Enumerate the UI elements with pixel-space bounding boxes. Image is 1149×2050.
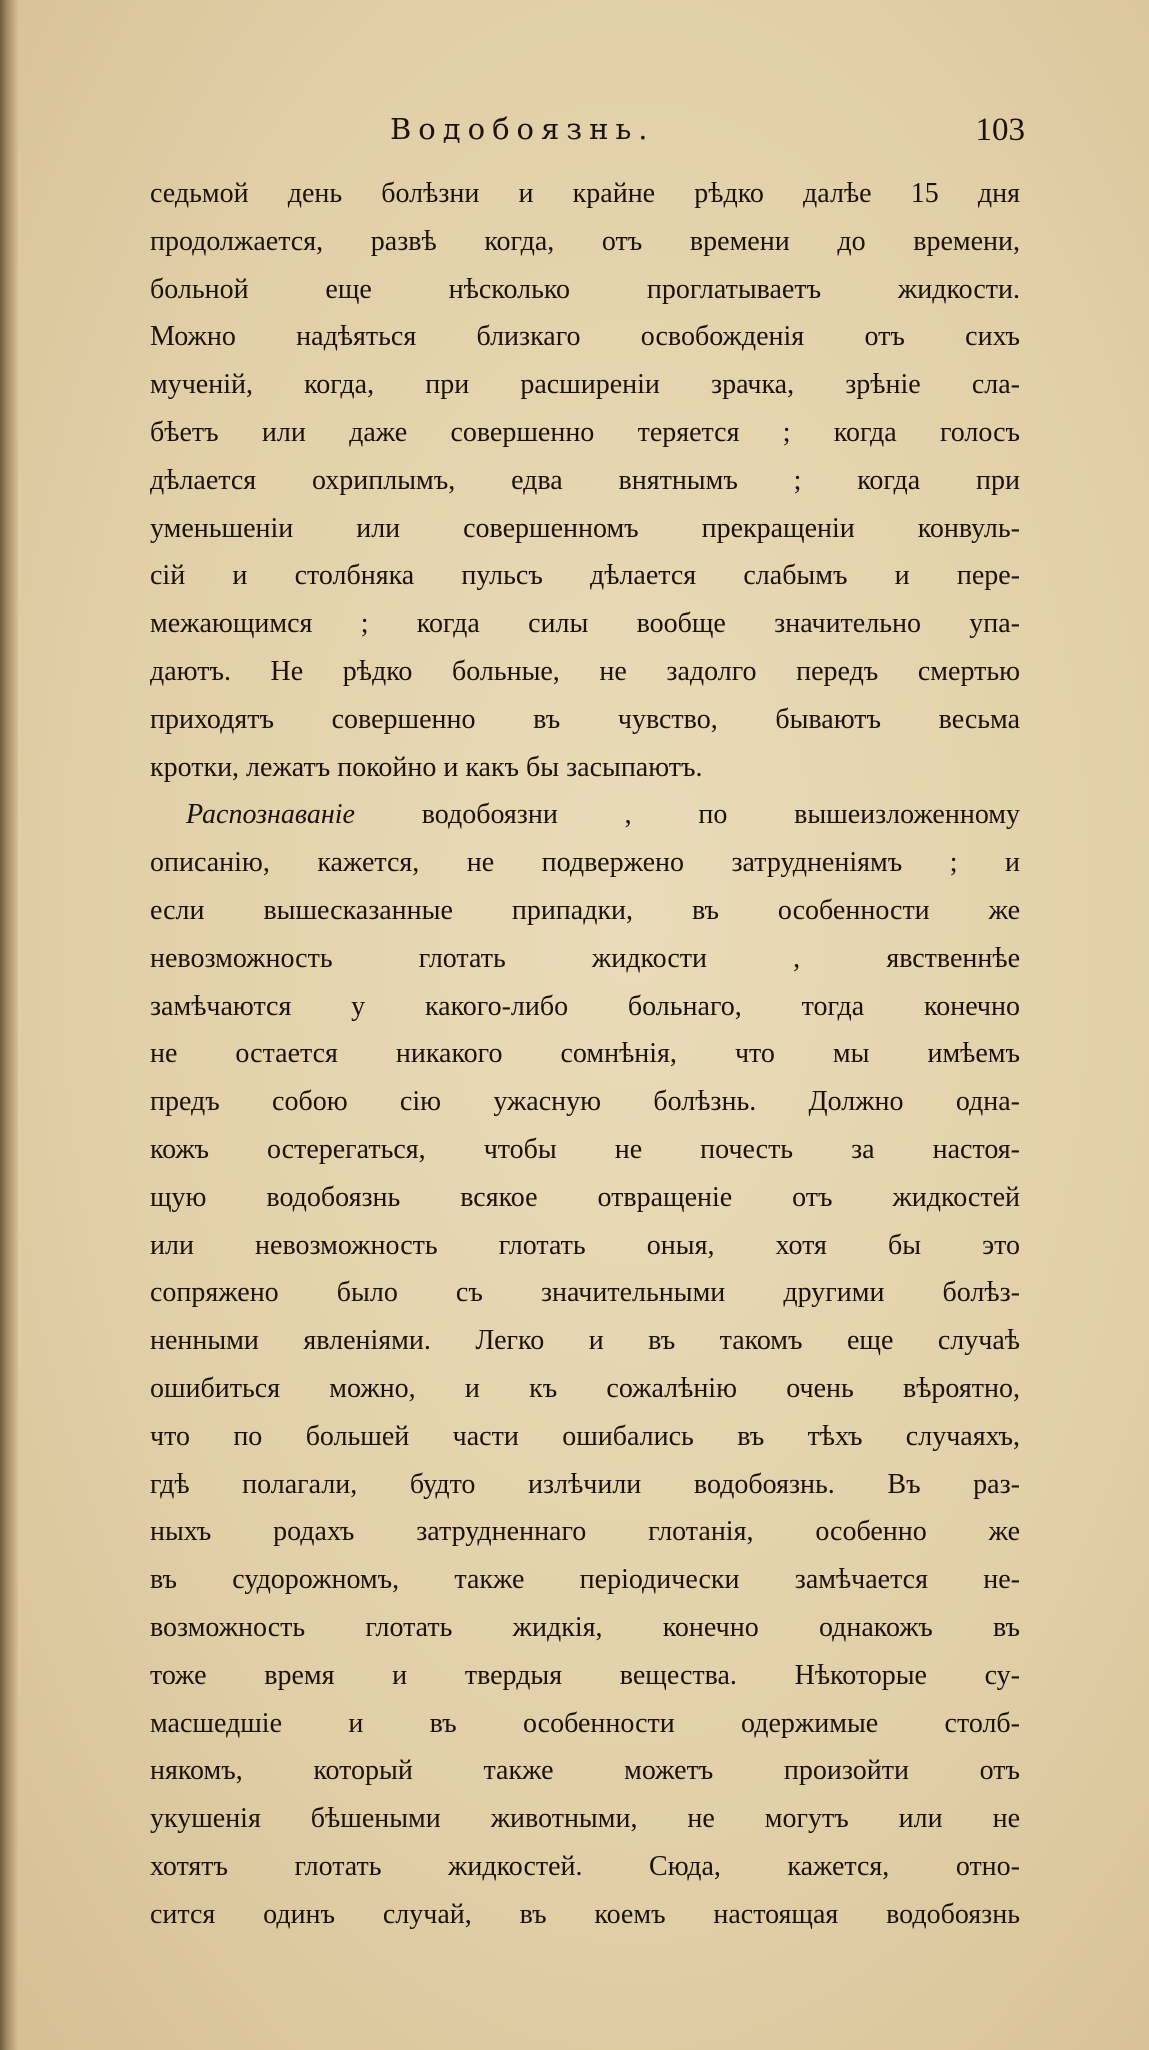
text-line: бѣетъ или даже совершенно теряется ; когда голосъ xyxy=(150,416,1020,448)
text-line: возможность глотать жидкія, конечно однакожъ въ xyxy=(150,1611,1020,1643)
text-line: если вышесказанные припадки, въ особенности же xyxy=(150,894,1020,926)
text-line: кротки, лежатъ покойно и какъ бы засыпаютъ. xyxy=(150,751,703,783)
page-binding-edge xyxy=(0,0,18,2050)
running-head xyxy=(150,112,1025,162)
paragraph-2 xyxy=(150,791,1020,1938)
text-line: описанію, кажется, не подвержено затрудненіямъ ; и xyxy=(150,847,1020,879)
text-line: седьмой день болѣзни и крайне рѣдко далѣе 15 дня xyxy=(150,178,1020,209)
text-line: невозможность глотать жидкости , явственнѣе xyxy=(150,942,1020,974)
paragraph-1 xyxy=(150,170,1020,791)
text-line: предъ собою сію ужасную болѣзнь. Должно одна- xyxy=(150,1086,1020,1118)
text-line: хотятъ глотать жидкостей. Сюда, кажется, отно- xyxy=(150,1850,1020,1882)
text-line: не остается никакого сомнѣнія, что мы имѣемъ xyxy=(150,1038,1020,1070)
text-line: даютъ. Не рѣдко больные, не задолго передъ смертью xyxy=(150,655,1020,687)
page-number: 103 xyxy=(975,112,1025,148)
text-line: ныхъ родахъ затрудненнаго глотанія, особенно же xyxy=(150,1516,1020,1548)
text-line: дѣлается охриплымъ, едва внятнымъ ; когда при xyxy=(150,464,1020,496)
text-line: укушенія бѣшеными животными, не могутъ или не xyxy=(150,1803,1020,1835)
text-line: или невозможность глотать оныя, хотя бы это xyxy=(150,1229,1020,1261)
text-line: щую водобоязнь всякое отвращеніе отъ жидкостей xyxy=(150,1181,1020,1213)
text-line: въ судорожномъ, также періодически замѣчается не- xyxy=(150,1564,1020,1596)
text-line: уменьшеніи или совершенномъ прекращеніи конвуль- xyxy=(150,512,1020,544)
text-line: сится одинъ случай, въ коемъ настоящая водобоязнь xyxy=(150,1898,1020,1930)
text-line: ненными явленіями. Легко и въ такомъ еще случаѣ xyxy=(150,1325,1020,1357)
text-line: больной еще нѣсколько проглатываетъ жидкости. xyxy=(150,273,1020,305)
text-line: межающимся ; когда силы вообще значительно упа- xyxy=(150,608,1020,640)
body-text xyxy=(150,170,1020,1938)
text-line: сій и столбняка пульсъ дѣлается слабымъ и пере- xyxy=(150,560,1020,592)
paragraph-first-line xyxy=(150,791,1020,839)
text-line: масшедшіе и въ особенности одержимые столб- xyxy=(150,1707,1020,1739)
text-line: продолжается, развѣ когда, отъ времени до времени, xyxy=(150,225,1020,257)
text-line: някомъ, который также можетъ произойти отъ xyxy=(150,1755,1020,1787)
text-line: что по большей части ошибались въ тѣхъ случаяхъ, xyxy=(150,1420,1020,1452)
first-line-rest: водобоязни , по вышеизложенному xyxy=(421,799,1020,831)
text-line: замѣчаются у какого-либо больнаго, тогда конечно xyxy=(150,990,1020,1022)
text-line: приходятъ совершенно въ чувство, бываютъ весьма xyxy=(150,703,1020,735)
text-line: сопряжено было съ значительными другими болѣз- xyxy=(150,1277,1020,1309)
text-line: Можно надѣяться близкаго освобожденія отъ сихъ xyxy=(150,321,1020,353)
text-line: ошибиться можно, и къ сожалѣнію очень вѣроятно, xyxy=(150,1372,1020,1404)
text-line: кожъ остерегаться, чтобы не почесть за настоя- xyxy=(150,1133,1020,1165)
italic-term: Распознаваніе xyxy=(186,799,355,831)
running-head-title: Водобоязнь. xyxy=(390,112,655,146)
text-line: тоже время и твердыя вещества. Нѣкоторые су- xyxy=(150,1659,1020,1691)
text-line: мученій, когда, при расширеніи зрачка, зрѣніе сла- xyxy=(150,369,1020,401)
text-line: гдѣ полагали, будто излѣчили водобоязнь. Въ раз- xyxy=(150,1468,1020,1500)
